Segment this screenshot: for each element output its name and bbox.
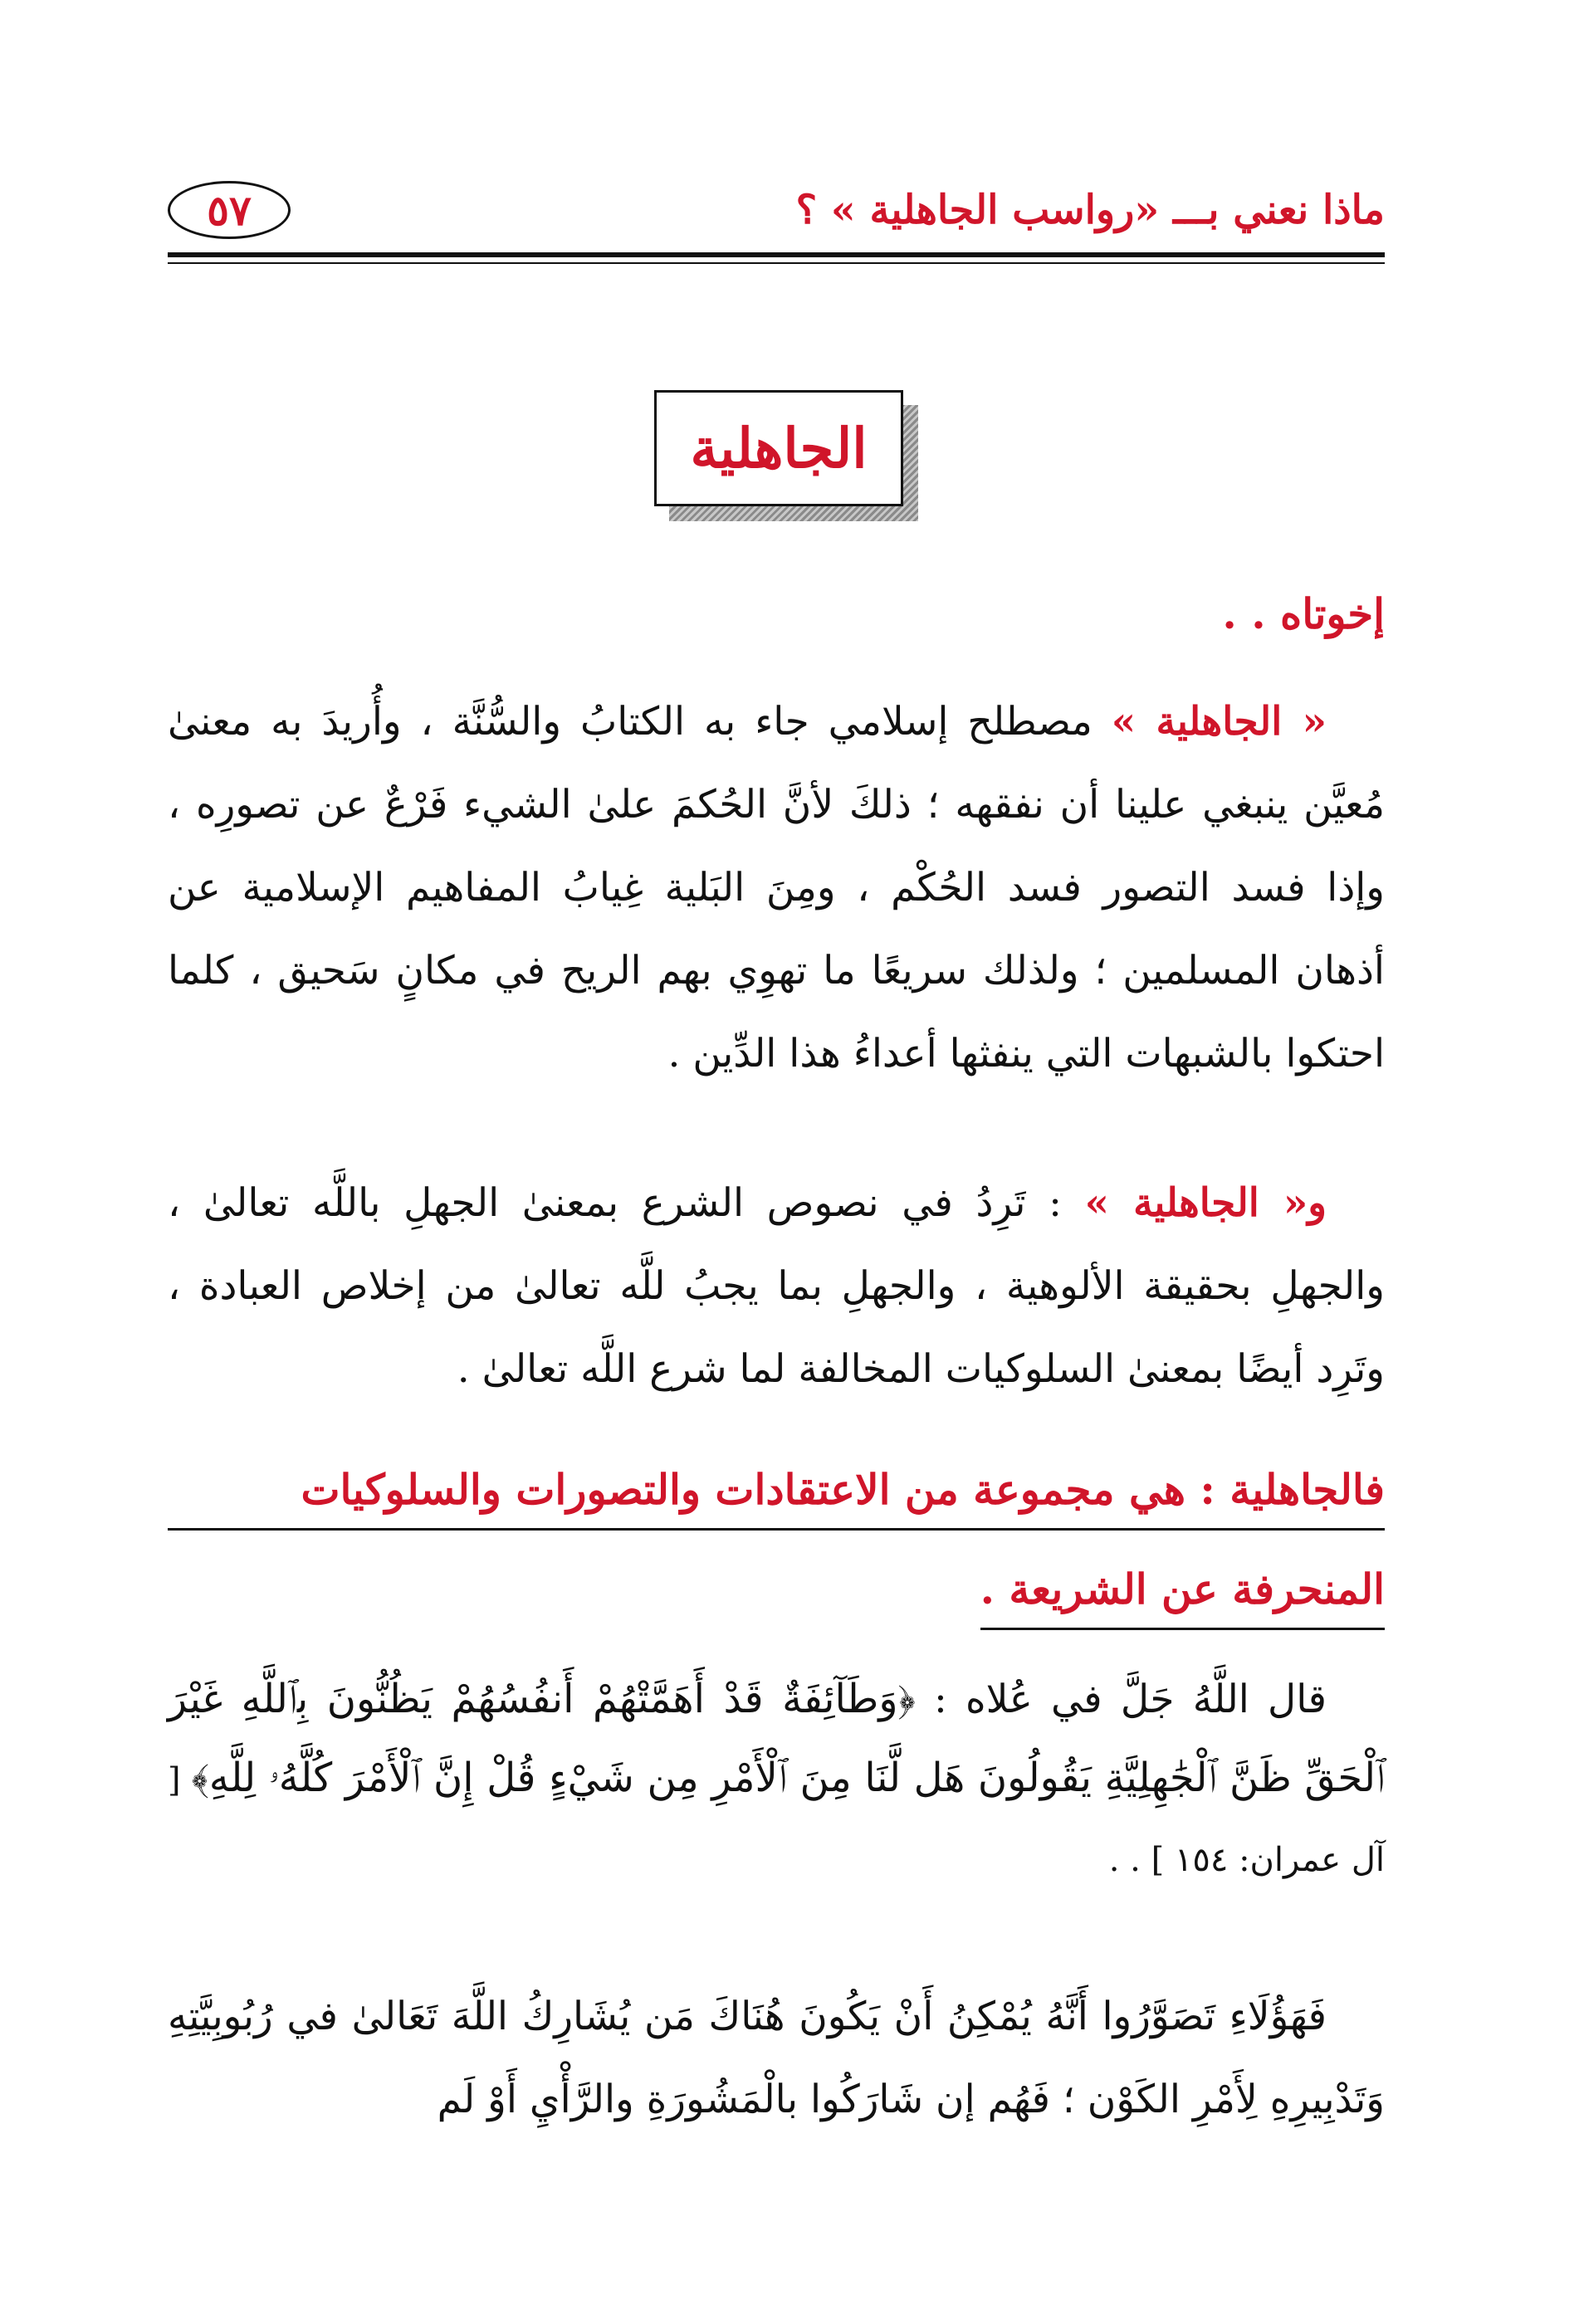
paragraph-2-prefix: و <box>1308 1180 1327 1226</box>
definition-line-2: المنحرفة عن الشريعة . <box>980 1556 1385 1630</box>
paragraph-2-term: « الجاهلية » <box>1084 1180 1308 1226</box>
section-title: الجاهلية <box>654 390 903 506</box>
paragraph-2 <box>168 1162 1385 1411</box>
paragraph-3 <box>168 1660 1385 1899</box>
header-rule-thick <box>168 252 1385 257</box>
definition-line-1: فالجاهلية : هي مجموعة من الاعتقادات والتصورات والسلوكيات <box>168 1457 1385 1531</box>
page-number: ٥٧ <box>168 181 291 239</box>
paragraph-4-text: فَهَؤُلَاءِ تَصَوَّرُوا أَنَّهُ يُمْكِنُ أَنْ يَكُونَ هُنَاكَ مَن يُشَارِكُ اللَّهَ تَعَالىٰ في رُبُوبِيَّتِهِ وَتَدْبِيرِهِ لِأَمْرِ الكَوْن ؛ فَهُم إن شَارَكُوا بالْمَشُورَةِ والرَّأْيِ أَوْ لَم <box>168 1994 1385 2122</box>
verse-citation: [ آل عمران: ١٥٤ ] . . <box>168 1761 1385 1879</box>
paragraph-1-term: « الجاهلية » <box>1111 699 1327 745</box>
paragraph-4 <box>168 1975 1385 2141</box>
salutation: إخوتاه . . <box>1222 589 1385 638</box>
quran-verse: ﴿وَطَآئِفَةٌ قَدْ أَهَمَّتْهُمْ أَنفُسُهُمْ يَظُنُّونَ بِٱللَّهِ غَيْرَ ٱلْحَقِّ ظَنَّ ٱلْجَٰهِلِيَّةِ يَقُولُونَ هَل لَّنَا مِنَ ٱلْأَمْرِ مِن شَيْءٍ قُلْ إِنَّ ٱلْأَمْرَ كُلَّهُۥ لِلَّهِ﴾ <box>168 1676 1386 1801</box>
paragraph-2-text: : تَرِدُ في نصوص الشرع بمعنىٰ الجهلِ باللَّه تعالىٰ ، والجهلِ بحقيقة الألوهية ، والجهلِ بما يجبُ للَّه تعالىٰ من إخلاص العبادة ، وتَرِد أيضًا بمعنىٰ السلوكيات المخالفة لما شرع اللَّه تعالىٰ . <box>168 1180 1385 1392</box>
paragraph-1-text: مصطلح إسلامي جاء به الكتابُ والسُّنَّة ، وأُريدَ به معنىٰ مُعيَّن ينبغي علينا أن نفقهه ؛ ذلكَ لأنَّ الحُكمَ علىٰ الشيء فَرْعٌ عن تصورِه ، وإذا فسد التصور فسد الحُكْم ، ومِنَ البَلية غِيابُ المفاهيم الإسلامية عن أذهان المسلمين ؛ ولذلك سريعًا ما تهوِي بهم الريح في مكانٍ سَحيق ، كلما احتكوا بالشبهات التي ينفثها أعداءُ هذا الدِّين . <box>168 699 1385 1077</box>
quran-intro: قال اللَّهُ جَلَّ في عُلاه : <box>915 1677 1327 1722</box>
header-rule-thin <box>168 262 1385 264</box>
running-title: ماذا نعني بـــ «رواسب الجاهلية » ؟ <box>795 187 1385 233</box>
paragraph-1 <box>168 681 1385 1096</box>
